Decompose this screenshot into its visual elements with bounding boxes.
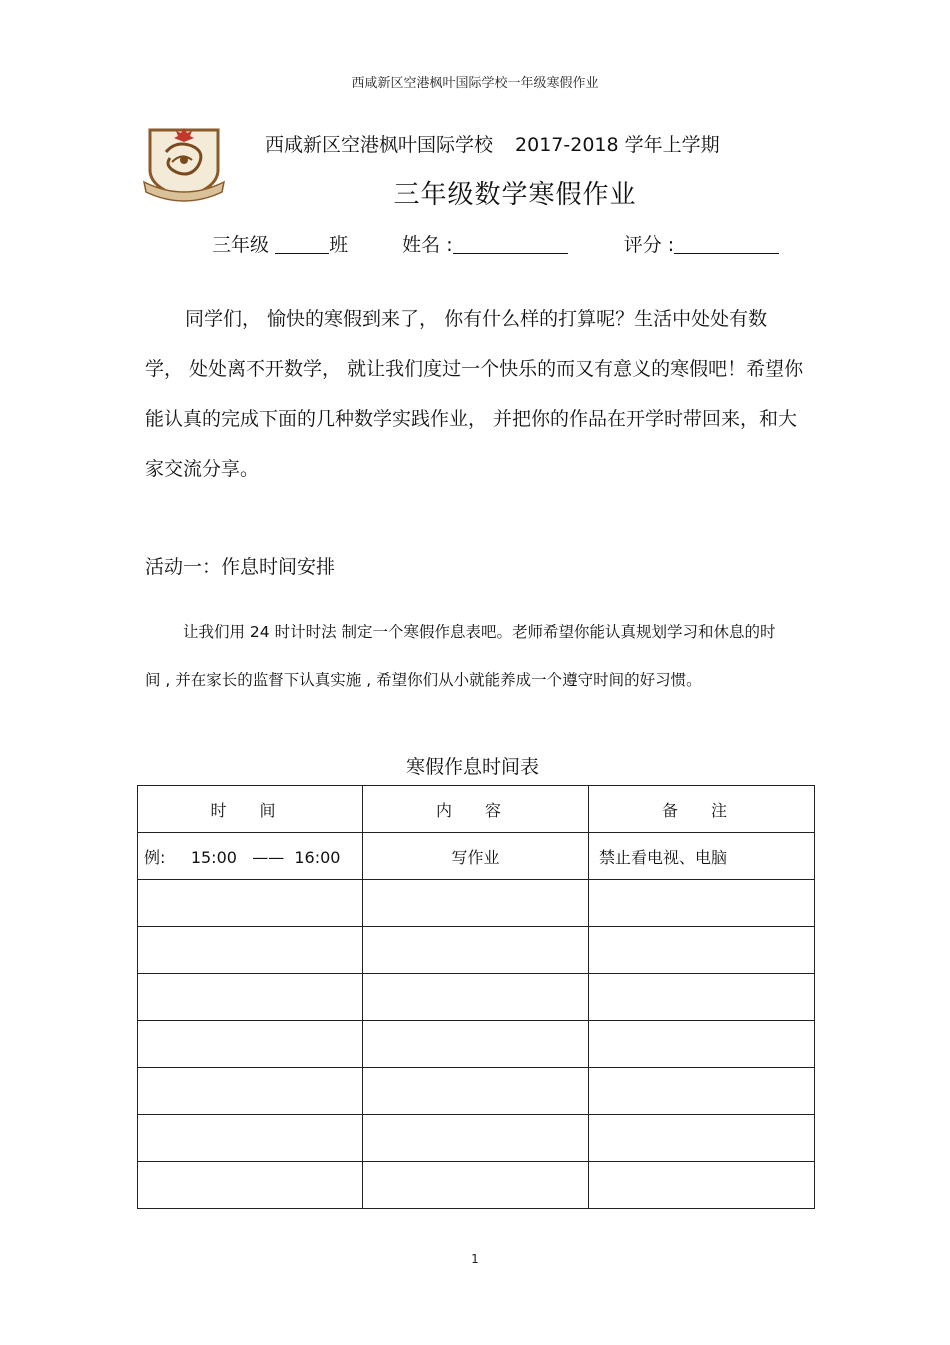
empty-time-cell[interactable] [138,1115,363,1162]
empty-content-cell[interactable] [363,974,589,1021]
intro-paragraph: 同学们， 愉快的寒假到来了， 你有什么样的打算呢？生活中处处有数学， 处处离不开数学， 就让我们度过一个快乐的而又有意义的寒假吧！希望你能认真的完成下面的几种数学实践作业， 并把你的作品在开学时带回来，和大家交流分享。 [145,308,804,480]
empty-content-cell[interactable] [363,1162,589,1209]
header-note: 备 注 [589,786,815,833]
table-row [138,880,815,927]
grade-label: 三年级 [212,234,270,256]
class-label: 班 [329,234,349,256]
name-label: 姓名 : [402,234,453,256]
empty-time-cell[interactable] [138,1068,363,1115]
example-time-cell: 例: 15:00 —— 16:00 [138,833,363,880]
empty-content-cell[interactable] [363,927,589,974]
empty-note-cell[interactable] [589,927,815,974]
table-row [138,1115,815,1162]
schedule-table [137,785,815,1209]
header-time: 时 间 [138,786,363,833]
activity-one-title: 活动一：作息时间安排 [145,556,336,578]
table-header-row [138,786,815,833]
name-blank[interactable] [453,235,568,254]
school-name: 西咸新区空港枫叶国际学校 [265,134,494,156]
table-row [138,1162,815,1209]
empty-content-cell[interactable] [363,1115,589,1162]
table-row [138,1021,815,1068]
empty-note-cell[interactable] [589,1115,815,1162]
empty-content-cell[interactable] [363,1021,589,1068]
empty-note-cell[interactable] [589,1162,815,1209]
empty-note-cell[interactable] [589,880,815,927]
table-row [138,927,815,974]
empty-time-cell[interactable] [138,974,363,1021]
school-heading [265,130,720,157]
class-blank[interactable] [275,235,329,254]
empty-time-cell[interactable] [138,1021,363,1068]
table-row [138,974,815,1021]
score-label: 评分 : [623,234,675,256]
example-content-cell: 写作业 [363,833,589,880]
school-term: 2017-2018 学年上学期 [515,134,720,156]
student-info-line [212,230,779,257]
running-header: 西咸新区空港枫叶国际学校一年级寒假作业 [351,76,599,91]
score-blank[interactable] [674,235,779,254]
empty-time-cell[interactable] [138,880,363,927]
empty-time-cell[interactable] [138,1162,363,1209]
empty-time-cell[interactable] [138,927,363,974]
page-title: 三年级数学寒假作业 [393,180,637,210]
table-row [138,1068,815,1115]
header-content: 内 容 [363,786,589,833]
empty-note-cell[interactable] [589,1068,815,1115]
empty-note-cell[interactable] [589,974,815,1021]
schedule-table-title: 寒假作息时间表 [405,756,539,778]
example-note-cell: 禁止看电视、电脑 [589,833,815,880]
table-row-example [138,833,815,880]
empty-note-cell[interactable] [589,1021,815,1068]
page-number: 1 [471,1252,479,1266]
activity-one-text: 让我们用 24 时计时法 制定一个寒假作息表吧。老师希望你能认真规划学习和休息的时间 , 并在家长的监督下认真实施 , 希望你们从小就能养成一个遵守时间的好习惯。 [145,623,776,689]
empty-content-cell[interactable] [363,880,589,927]
empty-content-cell[interactable] [363,1068,589,1115]
